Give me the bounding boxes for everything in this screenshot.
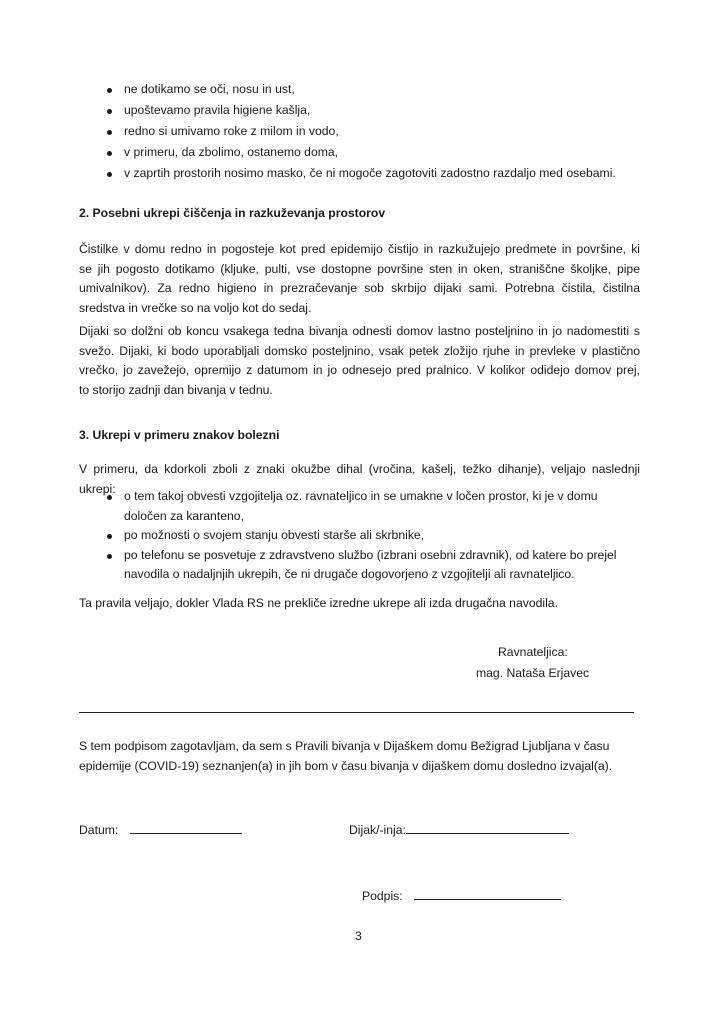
- consent-statement: [79, 737, 640, 777]
- section-divider: [79, 712, 634, 713]
- bullet-icon: [107, 554, 112, 559]
- signatory-name: mag. Nataša Erjavec: [476, 666, 590, 680]
- list-item-text: v zaprtih prostorih nosimo masko, če ni mogoče zagotoviti zadostno razdaljo med osebami.: [124, 166, 616, 180]
- illness-bullet-list: [107, 487, 642, 585]
- paragraph-line: Dijaki so dolžni ob koncu vsakega tedna bivanja odnesti domov lastno posteljnino in jo nadomestiti s: [79, 324, 640, 338]
- list-item: [107, 101, 647, 122]
- list-item: [107, 143, 647, 164]
- date-label: Datum:: [79, 823, 119, 837]
- student-field: [349, 820, 569, 841]
- bullet-icon: [107, 534, 112, 539]
- hygiene-bullet-list: [107, 80, 647, 185]
- paragraph-line: svežo. Dijaki, ki bodo uporabljali domsko posteljnino, vsak petek zložijo rjuhe in prevleke v plastično: [79, 343, 640, 358]
- list-item: [107, 546, 642, 585]
- page-number: 3: [355, 929, 362, 943]
- list-item-text: redno si umivamo roke z milom in vodo,: [124, 124, 339, 138]
- list-item: [107, 487, 642, 526]
- date-field: [79, 820, 242, 841]
- bullet-icon: [107, 130, 112, 135]
- bullet-icon: [107, 172, 112, 177]
- consent-line: epidemije (COVID-19) seznanjen(a) in jih bom v času bivanja v dijaškem domu dosledno izvajal(a).: [79, 759, 613, 773]
- paragraph-line: vrečko, jo zavežejo, opremijo z datumom in jo odnesejo pred pralnico. V kolikor odidejo domov prej,: [79, 363, 640, 377]
- list-item-text: ne dotikamo se oči, nosu in ust,: [124, 82, 295, 96]
- signature-blank[interactable]: [414, 886, 561, 900]
- student-blank[interactable]: [406, 820, 569, 834]
- bullet-icon: [107, 88, 112, 93]
- student-label: Dijak/-inja:: [349, 823, 406, 837]
- paragraph-line: sredstva in vrečke so na voljo kot do sedaj.: [79, 300, 312, 315]
- paragraph-line: to storijo zadnji dan bivanja v tednu.: [79, 382, 273, 397]
- paragraph-line: V primeru, da kdorkoli zboli z znaki okužbe dihal (vročina, kašelj, težko dihanje), veljajo naslednji: [79, 462, 640, 476]
- list-item-text: o tem takoj obvesti vzgojitelja oz. ravnateljico in se umakne v ločen prostor, ki je v domu: [124, 489, 598, 503]
- validity-note: Ta pravila veljajo, dokler Vlada RS ne prekliče izredne ukrepe ali izda drugačna navodila.: [79, 596, 558, 610]
- list-item-text: navodila o nadaljnjih ukrepih, če ni drugače dogovorjeno z vzgojitelji ali ravnateljico.: [124, 567, 575, 581]
- bullet-icon: [107, 109, 112, 114]
- section-3-heading: 3. Ukrepi v primeru znakov bolezni: [79, 428, 280, 442]
- consent-line: S tem podpisom zagotavljam, da sem s Pravili bivanja v Dijaškem domu Bežigrad Ljubljana v času: [79, 739, 610, 753]
- list-item: [107, 164, 647, 185]
- list-item-text: upoštevamo pravila higiene kašlja,: [124, 103, 311, 117]
- paragraph-line: Čistilke v domu redno in pogosteje kot pred epidemijo čistijo in razkužujejo predmete in površine, ki: [79, 242, 640, 256]
- signatory-title: Ravnateljica:: [498, 645, 568, 659]
- paragraph-line: se jih pogosto dotikamo (kljuke, pulti, vse dostopne površine sten in oken, straniščne školjke, pipe: [79, 261, 640, 276]
- bullet-icon: [107, 495, 112, 500]
- list-item-text: v primeru, da zbolimo, ostanemo doma,: [124, 145, 339, 159]
- list-item-text: po možnosti o svojem stanju obvesti starše ali skrbnike,: [124, 528, 425, 542]
- list-item-text: določen za karanteno,: [124, 508, 244, 523]
- list-item: [107, 80, 647, 101]
- list-item: [107, 526, 642, 546]
- bullet-icon: [107, 151, 112, 156]
- section-2-heading: 2. Posebni ukrepi čiščenja in razkuževanja prostorov: [79, 206, 386, 220]
- paragraph-line: ukrepi:: [79, 481, 116, 496]
- list-item-text: po telefonu se posvetuje z zdravstveno službo (izbrani osebni zdravnik), od katere bo prejel: [124, 547, 617, 562]
- signature-label: Podpis:: [362, 889, 403, 903]
- paragraph-line: umivalnikov). Za redno higieno in prezračevanje sob skrbijo dijaki sami. Potrebna čistila, čistilna: [79, 281, 640, 295]
- list-item: [107, 122, 647, 143]
- cleaning-paragraph: [79, 240, 640, 318]
- bedding-paragraph: [79, 322, 640, 400]
- signature-field: [362, 886, 561, 907]
- date-blank[interactable]: [130, 820, 242, 834]
